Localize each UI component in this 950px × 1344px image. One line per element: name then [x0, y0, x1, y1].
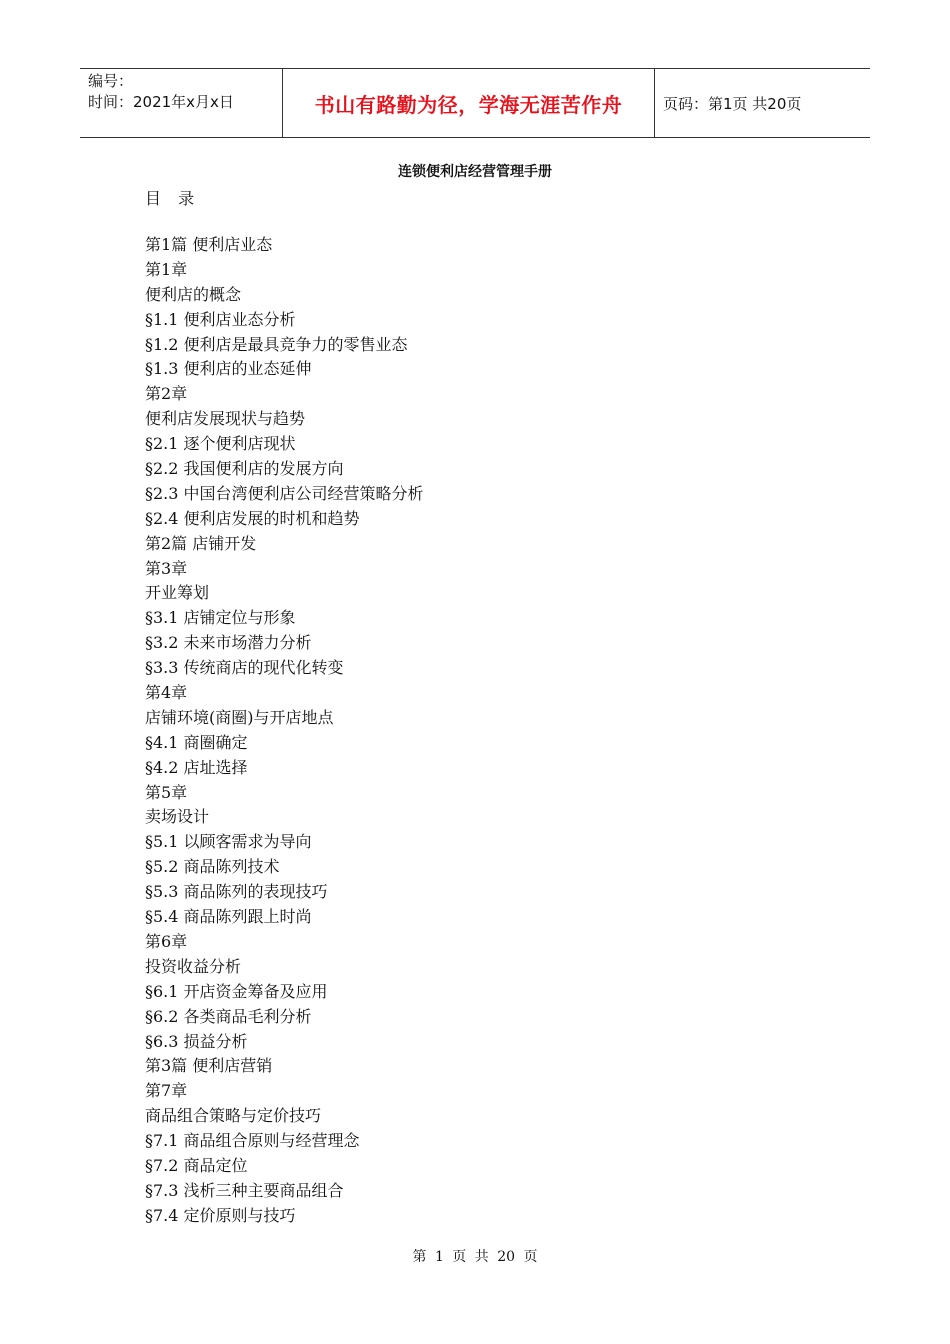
document-title: 连锁便利店经营管理手册 [398, 164, 552, 180]
toc-entry: 便利店的概念 [145, 284, 242, 304]
toc-entry: 店铺环境(商圈)与开店地点 [145, 707, 334, 727]
toc-entry: 第6章 [145, 931, 188, 951]
toc-entry: 第4章 [145, 683, 188, 703]
toc-entry: 第2篇 店铺开发 [145, 533, 257, 553]
toc-entry: 第2章 [145, 384, 188, 404]
toc-entry: §4.2 店址选择 [145, 757, 248, 777]
toc-entry: §1.2 便利店是最具竞争力的零售业态 [145, 334, 408, 354]
page-header [80, 68, 870, 138]
toc-entry: §6.3 损益分析 [145, 1031, 248, 1051]
toc-entry: §5.1 以顾客需求为导向 [145, 832, 312, 852]
toc-entry: 第3篇 便利店营销 [145, 1056, 273, 1076]
toc-entry: 第5章 [145, 782, 188, 802]
toc-entry: §1.1 便利店业态分析 [145, 309, 296, 329]
toc-entry: §1.3 便利店的业态延伸 [145, 359, 312, 379]
toc-entry: 商品组合策略与定价技巧 [145, 1106, 322, 1126]
toc-entry: §6.1 开店资金筹备及应用 [145, 981, 328, 1001]
toc-entry: §2.3 中国台湾便利店公司经营策略分析 [145, 483, 424, 503]
toc-entry: §6.2 各类商品毛利分析 [145, 1006, 312, 1026]
toc-entry: §7.3 浅析三种主要商品组合 [145, 1180, 344, 1200]
toc-entry: 第1章 [145, 259, 188, 279]
table-of-contents [145, 233, 424, 1229]
document-number-label: 编号： [88, 72, 134, 90]
toc-entry: §4.1 商圈确定 [145, 732, 248, 752]
header-meta [80, 69, 282, 137]
toc-entry: 开业筹划 [145, 583, 210, 603]
toc-entry: 卖场设计 [145, 807, 210, 827]
toc-entry: §7.2 商品定位 [145, 1155, 248, 1175]
toc-entry: §3.1 店铺定位与形象 [145, 608, 296, 628]
toc-entry: §7.4 定价原则与技巧 [145, 1205, 296, 1225]
header-motto: 书山有路勤为径，学海无涯苦作舟 [314, 92, 623, 117]
toc-heading: 目 录 [145, 189, 201, 208]
toc-entry: §5.3 商品陈列的表现技巧 [145, 882, 328, 902]
toc-entry: §2.4 便利店发展的时机和趋势 [145, 508, 360, 528]
header-page-info: 页码：第1页 共20页 [663, 94, 802, 113]
toc-entry: §7.1 商品组合原则与经营理念 [145, 1131, 360, 1151]
toc-entry: 投资收益分析 [145, 956, 242, 976]
toc-entry: §2.1 逐个便利店现状 [145, 434, 296, 454]
toc-entry: 便利店发展现状与趋势 [145, 409, 306, 429]
toc-entry: 第1篇 便利店业态 [145, 235, 273, 254]
toc-entry: §3.3 传统商店的现代化转变 [145, 658, 344, 678]
toc-entry: 第3章 [145, 558, 188, 578]
document-date: 时间：2021年x月x日 [88, 93, 234, 111]
toc-entry: §3.2 未来市场潜力分析 [145, 633, 312, 653]
toc-entry: §5.2 商品陈列技术 [145, 857, 280, 877]
toc-entry: §2.2 我国便利店的发展方向 [145, 459, 344, 479]
toc-entry: 第7章 [145, 1081, 188, 1101]
toc-entry: §5.4 商品陈列跟上时尚 [145, 907, 312, 927]
page-footer: 第 1 页 共 20 页 [412, 1249, 538, 1265]
header-motto-cell [282, 69, 655, 137]
